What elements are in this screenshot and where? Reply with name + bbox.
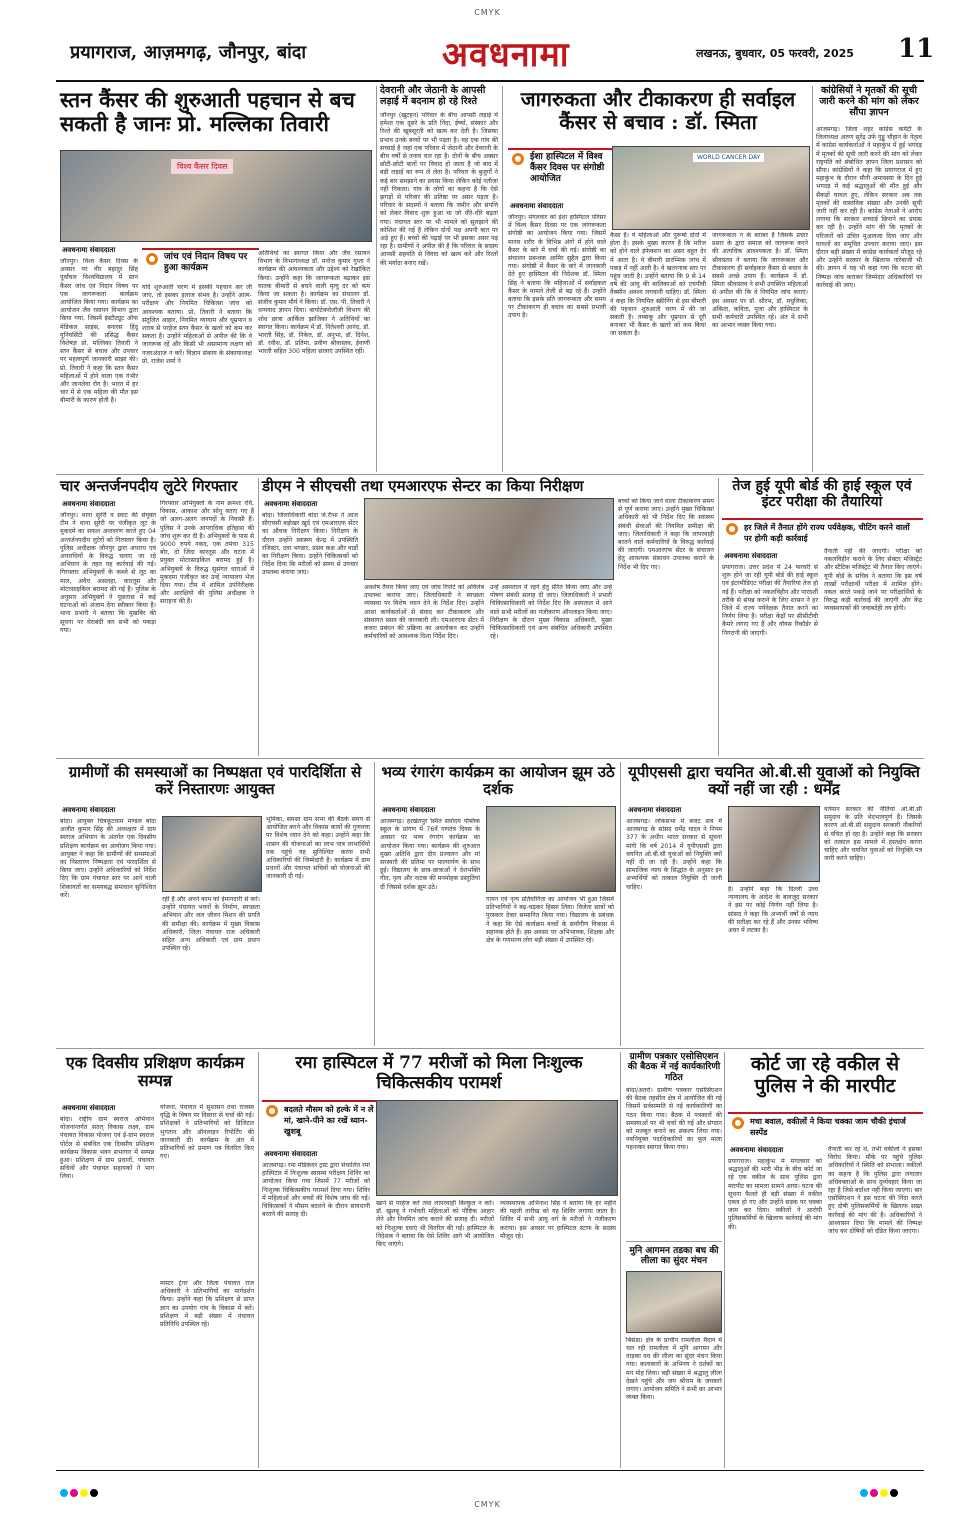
section-rule: [56, 758, 924, 759]
subhead-board-exam-text: हर जिले में तैनात होंगे राज्य पर्यवेक्षक, चीटिंग करने वालों पर होगी कड़ी कार्रवाई: [744, 522, 910, 543]
body-robbers-2: गिरफ्तार अभियुक्तों के नाम क्रमशः रवि, विकास, आकाश और सोनू बताए गए हैं जो अलग-अलग जनपदों के निवासी हैं। पुलिस ने उनके आपराधिक इतिहास की जांच शुरू कर दी है। अभियुक्तों के पास से 9000 रुपये नकद, एक तमंचा 315 बोर, दो जिंदा कारतूस और घटना में प्रयुक्त मोटरसाइकिल बरामद हुई है। अभियुक्तों के विरुद्ध सुसंगत धाराओं में मुकदमा पंजीकृत कर उन्हें न्यायालय भेज दिया गया। टीम में शामिल उपनिरीक्षक और आरक्षियों की पुलिस अधीक्षक ने सराहना की है।: [160, 500, 254, 606]
byline-breast-cancer: अवधनामा संवाददाता: [62, 246, 116, 254]
bullet-icon: [732, 1117, 744, 1129]
briefs-column: [626, 1052, 722, 1466]
body-dm-2: अवशेष तैयार किया जाए एवं जांच रिपोर्ट को अविलंब उपलब्ध कराया जाए। जिलाधिकारी ने स्वच्छता व्यवस्था पर विशेष ध्यान देने के निर्देश दिए। उन्होंने आशा कार्यकर्ताओं से संवाद कर टीकाकरण और संस्थागत प्रसव की जानकारी ली। एमआरएफ सेंटर में कचरा प्रबंधन की प्रक्रिया का अवलोकन कर उन्होंने कर्मचारियों को आवश्यक दिशा निर्देश दिए।: [364, 584, 484, 641]
bullet-icon: [726, 523, 738, 535]
byline-rama: अवधनामा संवाददाता: [264, 1150, 318, 1158]
photo-mp: [728, 806, 820, 882]
column-divider: [812, 86, 813, 472]
photo-hospital-banner: WORLD CANCER DAY: [693, 153, 764, 162]
photo-cultural: [486, 806, 616, 892]
yellow-swatch: [80, 1489, 88, 1497]
headline-breast-cancer: स्तन कैंसर की शुरुआती पहचान से बच सकती है जानः प्रो. मल्लिका तिवारी: [60, 87, 355, 137]
photo-hospital-seminar: [612, 146, 810, 230]
body-journalist: बांदा/अतर्रा। ग्रामीण पत्रकार एसोसिएशन की बैठक तहसील क्षेत्र में आयोजित की गई जिसमें सर्वसम्मति से नई कार्यकारिणी का गठन किया गया। बैठक में पत्रकारों की समस्याओं पर भी चर्चा की गई और संगठन को मजबूत बनाने का संकल्प लिया गया। नवनियुक्त पदाधिकारियों का फूल माला पहनाकर स्वागत किया गया।: [626, 1087, 722, 1152]
section-rule: [56, 474, 924, 475]
body-breast-cancer-2: यदि शुरुआती चरण में इसकी पहचान कर ली जाए, तो इसका इलाज संभव है। उन्होंने आत्म-परीक्षण और नियमित चिकित्सा जांच को आवश्यक बताया। प्रो. तिवारी ने बताया कि संतुलित आहार, नियमित व्यायाम और धूम्रपान व शराब से परहेज स्तन कैंसर के खतरे को कम कर सकता है। उन्होंने महिलाओं से अपील की कि वे जागरूक रहें और किसी भी असामान्य लक्षण को नजरअंदाज न करें। विज्ञान संकाय के संकायाध्यक्ष प्रो. राजेश शर्मा ने: [142, 284, 252, 365]
headline-devrani: देवरानी और जेठानी के आपसी लड़ाई में बदनाम हो रहे रिश्ते: [380, 85, 486, 107]
newspaper-logo: अवधनामा: [442, 35, 570, 75]
headline-congress: कांग्रेसियों ने मृतकों की सूची जारी करने की मांग को लेकर सौंपा ज्ञापन: [819, 85, 919, 118]
byline-obc: अवधनामा संवाददाता: [628, 806, 682, 814]
headline-board-exam: तेज हुई यूपी बोर्ड की हाई स्कूल एवं इंटर परीक्षा की तैयारियां: [732, 478, 912, 511]
headline-commissioner: ग्रामीणों की समस्याओं का निष्पक्षता एवं पारदिर्शिता से करें निस्तारणः आयुक्त: [68, 763, 362, 799]
color-bar-right: [860, 1482, 900, 1501]
headline-journalist: ग्रामीण पत्रकार एसोसिएशन की बैठक में नई कार्यकारिणी गठित: [627, 1052, 721, 1083]
body-training-1: बांदा। राष्ट्रीय ग्राम स्वराज अभियान योजनान्तर्गत सतत् विकास लक्ष्य, ग्राम पंचायत विकास योजना एवं ई-ग्राम स्वराज पोर्टल से संबंधित एक दिवसीय प्रशिक्षण कार्यक्रम विकास भवन सभागार में सम्पन्न हुआ। प्रशिक्षण में ग्राम प्रधानों, पंचायत सचिवों और पंचायत सहायकों ने भाग लिया।: [60, 1116, 154, 1181]
body-cervical-3: जागरूकता न के बराबर है जिसके प्रचार प्रसार के द्वारा समाज को जागरूक करने की अत्यधिक आवश्यकता है। डॉ. स्मिता श्रीवास्तव ने बताया कि जागरूकता और टीकाकरण ही सर्वाइकल कैंसर से बचाव के सबसे अच्छे उपाय हैं। कार्यक्रम में डॉ. स्मिता श्रीवास्तव ने सभी उपस्थित महिलाओं से अपील की कि वे नियमित जांच कराएं। इस अवसर पर डॉ. सौरभ, डॉ. मधुलिका, अंकिता, कविता, पूजा और हास्पिटल के सभी कर्मचारी उपस्थित रहे। अंत में सभी का आभार व्यक्त किया गया।: [712, 232, 808, 330]
masthead-rule: [56, 80, 924, 82]
byline-lawyers: अवधनामा संवाददाता: [730, 1146, 784, 1154]
body-breast-cancer-3: अतिथियों का स्वागत किया और जैव रसायन विभाग के विभागाध्यक्ष डॉ. मनोज कुमार गुप्ता ने कार्यक्रम की आवश्यकता और उद्देश्य को रेखांकित किया। उन्होंने कहा कि जागरूकता बढ़ाकर इस घातक बीमारी से बचने वाली मृत्यु दर को कम किया जा सकता है। कार्यक्रम का संचालन डॉ. संजीव कुमार मौर्य ने किया। डॉ. एस. पी. तिवारी ने धन्यवाद ज्ञापन दिया। बायोटेक्नोलॉजी विभाग की शोध छात्रा आर्किता झाजिका ने अतिथियों का स्वागत किया। कार्यक्रम में डॉ. नितेश्वरी आनंद, डॉ. भारती सिंह, डॉ. निकेत, डॉ. अनुभा, डॉ. दिनेश, डॉ. रवीश, डॉ. प्रतिमा, प्रवीण श्रीवास्तव, ईवाणी भारती सहित 300 महिला छात्राएं उपस्थित रहीं।: [258, 250, 370, 356]
brief-divider: [626, 1241, 722, 1242]
column-divider: [718, 478, 719, 756]
body-obc-2: है। उन्होंने कहा कि दिल्ली उच्च न्यायालय के आदेश के बावजूद सरकार ने इस पर कोई निर्णय नहीं लिया है। सांसद ने कहा कि अभ्यर्थी वर्षों से न्याय की प्रतीक्षा कर रहे हैं और उनका भविष्य अधर में लटका है।: [728, 886, 818, 935]
photo-commissioner: [162, 816, 262, 892]
headline-muni: मुनि आगमन तडका बध की लीला का सुंदर मंचन: [629, 1246, 719, 1267]
body-training-3: मास्टर ट्रेनर और जिला पंचायत राज अधिकारी ने प्रतिभागियों का मार्गदर्शन किया। उन्होंने कहा कि प्रशिक्षण से प्राप्त ज्ञान का उपयोग गांव के विकास में करें। प्रशिक्षण में बड़ी संख्या में पंचायत प्रतिनिधि उपस्थित रहे।: [160, 1280, 254, 1329]
cyan-swatch: [60, 1489, 68, 1497]
column-divider: [376, 86, 377, 472]
byline-board-exam: अवधनामा संवाददाता: [724, 552, 778, 560]
black-swatch: [90, 1489, 98, 1497]
headline-rama-hospital: रमा हास्पिटल में 77 मरीजों को मिला निःशुल्क चिकित्सकीय परामर्श: [295, 1053, 583, 1093]
body-lawyers-1: प्रयागराज। महाकुंभ में मंगलवार को श्रद्धालुओं की भारी भीड़ के बीच कोर्ट जा रहे एक वकील के साथ पुलिस द्वारा मारपीट का मामला सामने आया। घटना की सूचना फैलते ही बड़ी संख्या में वकील एकत्र हो गए और उन्होंने सड़क पर चक्का जाम कर दिया। वकीलों ने आरोपी पुलिसकर्मियों के खिलाफ कार्रवाई की मांग की।: [728, 1158, 822, 1231]
body-obc-3: वर्तमान सरकार की नीतियां ओ.बी.सी समुदाय के प्रति भेदभावपूर्ण हैं। जिसके कारण ओ.बी.सी समुदाय सरकारी नौकरियों से वंचित हो रहा है। उन्होंने कहा कि सरकार को तत्काल इस मामले में हस्तक्षेप करना चाहिए और चयनित युवाओं को नियुक्ति पत्र जारी करने चाहिए।: [824, 806, 922, 863]
byline-cervical: अवधनामा संवाददाता: [510, 202, 564, 210]
body-commissioner-3: रही है और अपने काम को ईमानदारी से करें। उन्होंने पंचायत भवनों के निर्माण, स्वच्छता अभियान और जल जीवन मिशन की प्रगति की समीक्षा की। कार्यक्रम में मुख्य विकास अधिकारी, जिला पंचायत राज अधिकारी सहित अन्य अधिकारी एवं ग्राम प्रधान उपस्थित रहे।: [162, 896, 260, 953]
headline-cultural: भव्य रंगारंग कार्यक्रम का आयोजन झूम उठे दर्शक: [381, 763, 615, 799]
photo-seminar-banner: विश्व कैंसर दिवस: [171, 159, 233, 174]
body-robbers-1: जौनपुर। थाना सुरेरी व स्वाट की संयुक्त टीम ने थाना सुरेरी पर पंजीकृत लूट के मुकदमे का सफल अनावरण करते हुए 04 अन्तर्जनपदीय लुटेरों को गिरफ्तार किया है। पुलिस अधीक्षक जौनपुर द्वारा अपराध एवं अपराधियों के विरुद्ध चलाए जा रहे अभियान के तहत यह कार्रवाई की गई। गिरफ्तार अभियुक्तों के कब्जे से लूट का माल, अवैध असलहा, कारतूस और मोटरसाइकिल बरामद की गई है। पुलिस के अनुसार अभियुक्तों ने पूछताछ में कई घटनाओं को अंजाम देना स्वीकार किया है। थाना प्रभारी ने बताया कि मुखबिर की सूचना पर घेराबंदी कर सभी को पकड़ा गया।: [60, 512, 156, 634]
print-mark: CMYK: [474, 8, 501, 17]
body-cervical-2: कैसा है। ये महिलाओं और पुरूषों दोनों में होता है। इसके मुख्य कारण हैं कि मरीज को होने वाले इंफेक्शन का असर बहुत देर में आता है। ये बीमारी प्रारम्भिक जांच में पकड़ में नहीं आती है। ये खतरनाक स्तर पर पहुंच जाती है। उन्होंने बताया कि 9 से 14 वर्ष की आयु की बालिकाओं को एचपीवी वैक्सीन अवश्य लगवानी चाहिए। डॉ. स्मिता ने कहा कि नियमित स्क्रीनिंग से इस बीमारी की पहचान शुरुआती चरण में की जा सकती है। तम्बाकू और धूम्रपान से दूरी बनाकर भी कैंसर के खतरे को कम किया जा सकता है।: [610, 232, 706, 338]
page-number: 11: [898, 34, 935, 64]
bullet-icon: [146, 253, 158, 265]
subhead-rama-hospital: [262, 1100, 383, 1139]
magenta-swatch: [70, 1489, 78, 1497]
byline-robbers: अवधनामा संवाददाता: [62, 500, 116, 508]
headline-robbers: चार अन्तर्जनपदीय लुटेरे गिरफ्तार: [60, 477, 238, 495]
body-breast-cancer-1: जौनपुर। विश्व कैंसर दिवस के अवसर पर वीर बहादुर सिंह पूर्वांचल विश्वविद्यालय में स्तन कैंसर जांच एवं निदान विषय पर एक जागरूकता कार्यक्रम आयोजित किया गया। कार्यक्रम का आयोजन जैव रसायन विभाग द्वारा किया गया, जिसमें इंस्टीट्यूट ऑफ मेडिकल साइंस, बनारस हिंदू यूनिवर्सिटी की प्रसिद्ध कैंसर विशेषज्ञ प्रो. मल्लिका तिवारी ने स्तन कैंसर से बचाव और उपचार पर महत्वपूर्ण जानकारी साझा की। प्रो. तिवारी ने कहा कि स्तन कैंसर महिलाओं में होने वाला एक गंभीर और जानलेवा रोग है। भारत में हर चार में से एक महिला की मौत इस बीमारी के कारण होती है।: [60, 258, 138, 405]
black-swatch: [890, 1489, 898, 1497]
headline-cervical: जागरुकता और टीकाकरण ही सर्वाइल कैंसर से बचाव : डॉ. स्मिता: [520, 87, 796, 134]
body-training-2: योजना, पंचायत में सुशासन तथा राजस्व वृद्धि के विषय पर विस्तार से चर्चा की गई। प्रशिक्षकों ने प्रतिभागियों को डिजिटल भुगतान और ऑनलाइन रिपोर्टिंग की जानकारी दी। कार्यक्रम के अंत में प्रतिभागियों को प्रमाण पत्र वितरित किए गए।: [160, 1104, 254, 1161]
body-rama-3: व्यवस्थापक अभिनाश सिंह ने बताया कि हर महीने की पहली तारीख को यह शिविर लगाया जाता है। शिविर में सभी आयु वर्ग के मरीजों ने पंजीकरण कराया। इस अवसर पर हास्पिटल स्टाफ के सदस्य मौजूद रहे।: [500, 1200, 616, 1240]
footer-rule: [56, 1470, 924, 1471]
subhead-cervical-text: ईशा हास्पिटल में विश्व कैंसर दिवस पर संगोष्ठी आयोजित: [530, 152, 605, 184]
body-congress: आजमगढ़। जिला शहर कांग्रेस कमेटी के जिलाध्यक्ष अरुण सुरेंद्र उर्फ गुड्डू चौहान के नेतृत्व में कांग्रेस कार्यकर्ताओं ने महाकुंभ में हुई भगदड़ में मृतकों की सूची जारी करने की मांग को लेकर राष्ट्रपति को संबोधित ज्ञापन जिला प्रशासन को सौंपा। कांग्रेसियों ने कहा कि प्रयागराज में हुए महाकुंभ के दौरान मौनी अमावस्या के दिन हुई भगदड़ में कई श्रद्धालुओं की मौत हुई और सैकड़ों घायल हुए, लेकिन सरकार अब तक मृतकों की वास्तविक संख्या और उनकी सूची जारी नहीं कर रही है। कांग्रेस नेताओं ने आरोप लगाया कि सरकार सच्चाई छिपाने का प्रयास कर रही है। उन्होंने मांग की कि मृतकों के परिजनों को उचित मुआवजा दिया जाए और घायलों का समुचित उपचार कराया जाए। इस दौरान बड़ी संख्या में कांग्रेस कार्यकर्ता मौजूद रहे और उन्होंने सरकार के खिलाफ नारेबाजी भी की। ज्ञापन में यह भी कहा गया कि घटना की निष्पक्ष जांच कराकर जिम्मेदार अधिकारियों पर कार्रवाई की जाए।: [816, 126, 922, 289]
print-mark-bottom: CMYK: [474, 1500, 501, 1509]
subhead-board-exam: [722, 518, 923, 546]
column-divider: [258, 1052, 259, 1468]
cyan-swatch: [860, 1489, 868, 1497]
subhead-rama-hospital-text: बदलते मौसम को हल्के में न लें मां, खाने-पीने का रखें ध्यान-खुशबू: [284, 1104, 374, 1136]
photo-dm-inspection: [364, 498, 614, 580]
color-bar-left: [60, 1482, 100, 1501]
body-obc-1: आजमगढ़। लोकसभा में बजट सत्र में आजमगढ़ के सांसद धर्मेंद्र यादव ने नियम 377 के अधीन भारत सरकार से सूचना मांगी कि वर्ष 2014 में यूपीएससी द्वारा चयनित ओ.बी.सी युवाओं को नियुक्ति क्यों नहीं दी जा रही है। उन्होंने कहा कि सामाजिक न्याय के सिद्धांत के अनुसार इन अभ्यर्थियों को तत्काल नियुक्ति दी जानी चाहिए।: [626, 818, 722, 891]
bullet-icon: [266, 1105, 278, 1117]
dateline: लखनऊ, बुधवार, 05 फरवरी, 2025: [696, 47, 854, 60]
body-board-exam-2: तैनाती नहीं की जाएगी। परीक्षा को नकलविहीन कराने के लिए सेक्टर मजिस्ट्रेट और स्टैटिक मजिस्ट्रेट भी तैनात किए जाएंगे। यूपी बोर्ड के सचिव ने बताया कि इस वर्ष लाखों परीक्षार्थी परीक्षा में शामिल होंगे। नकल करते पकड़े जाने पर परीक्षार्थियों के विरुद्ध कड़ी कार्रवाई की जाएगी और केंद्र व्यवस्थापकों की जवाबदेही तय होगी।: [824, 548, 922, 613]
body-lawyers-2: तैनाती कर रहे थे, तभी वकीलों ने इसका विरोध किया। मौके पर पहुंचे पुलिस अधिकारियों ने स्थिति को संभाला। वकीलों का कहना है कि पुलिस द्वारा लगातार अधिवक्ताओं के साथ दुर्व्यवहार किया जा रहा है जिसे बर्दाश्त नहीं किया जाएगा। बार एसोसिएशन ने इस घटना की निंदा करते हुए दोषी पुलिसकर्मियों के खिलाफ सख्त कार्रवाई की मांग की है। अधिकारियों ने आश्वासन दिया कि मामले की निष्पक्ष जांच कर दोषियों को दंडित किया जाएगा।: [828, 1146, 922, 1236]
headline-obc: यूपीएससी द्वारा चयनित ओ.बी.सी युवाओं को नियुक्ति क्यों नहीं जा रही : धर्मेंद्र: [628, 763, 920, 799]
column-divider: [374, 762, 375, 1046]
body-dm-1: बांदा। जिलाधिकारी बांदा जे.रीभा ने आज सीएचसी बड़ोखर खुर्द एवं एमआरएफ सेंटर का औचक निरीक्षण किया। निरीक्षण के दौरान उन्होंने स्वास्थ्य केन्द्र में उपस्थिति रजिस्टर, दवा भण्डार, प्रसव कक्ष और वार्डों का निरीक्षण किया। उन्होंने चिकित्सकों को निर्देश दिया कि मरीजों को समय से उपचार उपलब्ध कराया जाए।: [262, 512, 358, 577]
subhead-breast-cancer-text: जांच एवं निदान विषय पर हुआ कार्यक्रम: [164, 252, 248, 273]
bullet-icon: [512, 153, 524, 165]
body-board-exam-1: प्रयागराज। उत्तर प्रदेश में 24 फरवरी से शुरू होने जा रही यूपी बोर्ड की हाई स्कूल एवं इंटरमीडिएट परीक्षा की तैयारियां तेज हो गई हैं। परीक्षा को नकलविहीन और पारदर्शी तरीके से संपन्न कराने के लिए शासन ने हर जिले में राज्य पर्यवेक्षक तैनात करने का निर्णय लिया है। परीक्षा केंद्रों पर सीसीटीवी कैमरे लगाए गए हैं और वॉयस रिकॉर्डर से निगरानी की जाएगी।: [722, 564, 818, 637]
body-commissioner-2: भूमिका, समस्त ग्राम सभा की बैठकें समय से आयोजित करने और विकास कार्यों की गुणवत्ता पर विशेष ध्यान देने को कहा। उन्होंने कहा कि शासन की योजनाओं का लाभ पात्र लाभार्थियों तक पहुंचे यह सुनिश्चित करना सभी अधिकारियों की जिम्मेदारी है। कार्यक्रम में ग्राम प्रधानों और पंचायत सचिवों को योजनाओं की जानकारी दी गई।: [266, 816, 370, 881]
body-dm-3: उन्हें अस्पताल में रहने हेतु प्रेरित किया जाए और उन्हें पोषण संबंधी सलाह दी जाए। जिलाधिकारी ने प्रभारी चिकित्साधिकारी को निर्देश दिए कि अस्पताल में आने वाले सभी मरीजों का पंजीकरण ऑनलाइन किया जाए। निरीक्षण के दौरान मुख्य विकास अधिकारी, मुख्य चिकित्साधिकारी एवं अन्य संबंधित अधिकारी उपस्थित रहे।: [490, 584, 612, 641]
byline-cultural: अवधनामा संवाददाता: [382, 806, 436, 814]
subhead-lawyers-text: मचा बवाल, वकीलों ने किया चक्का जाम चौकी इंचार्ज सस्पेंड: [750, 1116, 906, 1137]
headline-training: एक दिवसीय प्रशिक्षण कार्यक्रम सम्पन्न: [65, 1053, 245, 1091]
body-cervical-1: जौनपुर। मंगलवार को ईशा हास्पिटल परिसर में विश्व कैंसर दिवस पर एक जागरूकता संगोष्ठी का आयोजन किया गया। जिसमें मानव शरीर के विभिन्न अंगों में होने वाले कैंसर के बारे में चर्चा की गई। संगोष्ठी का संचालन प्रबन्धक आमिर सुहैल द्वारा किया गया। संगोष्ठी में कैंसर के बारे में जानकारी देते हुए हास्पिटल की निदेशक डॉ. स्मिता सिंह ने बताया कि महिलाओं में सर्वाइकल कैंसर के मामले तेजी से बढ़ रहे हैं। उन्होंने बताया कि इसके प्रति जागरूकता और समय पर टीकाकरण ही बचाव का सबसे प्रभावी उपाय है।: [508, 214, 606, 320]
yellow-swatch: [880, 1489, 888, 1497]
body-cultural-1: आजमगढ़। हरखेतपुर स्थित सर्वोदय पब्लिक स्कूल के प्रांगण में 76वें गणतंत्र दिवस के अवसर पर भव्य रंगारंग कार्यक्रम का आयोजन किया गया। कार्यक्रम की शुरुआत मुख्य अतिथि द्वारा दीप प्रज्वलन और मां सरस्वती की प्रतिमा पर माल्यार्पण के साथ हुई। विद्यालय के छात्र-छात्राओं ने देशभक्ति गीत, नृत्य और नाटक की मनमोहक प्रस्तुतियां दीं जिससे दर्शक झूम उठे।: [380, 818, 480, 891]
subhead-breast-cancer: [142, 248, 259, 276]
subhead-cervical: [508, 148, 625, 187]
body-commissioner-1: बांदा। आयुक्त चित्रकूटधाम मण्डल बांदा अजीत कुमार सिंह की अध्यक्षता में ग्राम स्वराज अभियान के अंतर्गत एक दिवसीय प्रशिक्षण कार्यक्रम का आयोजन किया गया। आयुक्त ने कहा कि ग्रामीणों की समस्याओं का निस्तारण निष्पक्षता एवं पारदर्शिता से किया जाए। उन्होंने अधिकारियों को निर्देश दिए कि ग्राम पंचायत स्तर पर आने वाली शिकायतों का समयबद्ध समाधान सुनिश्चित करें।: [60, 818, 156, 899]
column-divider: [724, 1052, 725, 1468]
column-divider: [620, 1052, 621, 1468]
column-divider: [620, 762, 621, 1046]
section-rule: [56, 1048, 924, 1049]
photo-ramlila: [626, 1271, 722, 1333]
magenta-swatch: [870, 1489, 878, 1497]
body-muni: बिसंडा। क्षेत्र के प्राचीन रामलीला मैदान में चल रही रामलीला में मुनि आगमन और ताड़का वध की लीला का सुंदर मंचन किया गया। कलाकारों के अभिनय ने दर्शकों का मन मोह लिया। बड़ी संख्या में श्रद्धालु लीला देखने पहुंचे और जय श्रीराम के जयकारे लगाए। आयोजन समिति ने सभी का आभार व्यक्त किया।: [626, 1336, 722, 1402]
headline-dm-inspection: डीएम ने सीएचसी तथा एमआरएफ सेन्टर का किया निरीक्षण: [262, 477, 584, 495]
subhead-lawyers: [728, 1112, 923, 1140]
column-divider: [258, 478, 259, 756]
body-devrani: जौनपुर (खुटहन) परिवार के बीच आपसी लड़ाई में हमेशा एक दूसरे के प्रति निंदा, ईर्ष्या, संस्कार और रिश्ते की खूबसूरती को खत्म कर देती है। जिसका प्रभाव उनके बच्चों पर भी पड़ता है। यह एक गांव की सच्चाई है जहां एक परिवार में जेठानी और देवरानी के बीच वर्षों से तनाव चल रहा है। दोनों के बीच अक्सर छोटी-छोटी बातों पर विवाद हो जाता है जो बाद में बड़ी लड़ाई का रूप ले लेता है। परिवार के बुजुर्गों ने कई बार समझाने का प्रयास किया लेकिन कोई नतीजा नहीं निकला। गांव के लोगों का कहना है कि ऐसे झगड़ों से परिवार की प्रतिष्ठा पर असर पड़ता है। परिवार के सदस्यों ने बताया कि जमीन और संपत्ति को लेकर विवाद शुरू हुआ था जो धीरे-धीरे बढ़ता गया। पंचायत स्तर पर भी मामले को सुलझाने की कोशिश की गई है लेकिन दोनों पक्ष अपनी बात पर अड़े हुए हैं। बच्चों की पढ़ाई पर भी इसका असर पड़ रहा है। ग्रामीणों ने अपील की है कि परिवार के सदस्य आपसी सहमति से विवाद को खत्म करें और रिश्तों की मर्यादा बनाए रखें।: [380, 112, 498, 267]
body-rama-2: खाने से परहेज करें तथा लापरवाही बिल्कुल न करें। डॉ. खुशबू ने गर्भवती महिलाओं को पौष्टिक आहार लेने और नियमित जांच कराने की सलाह दी। मरीजों को निःशुल्क दवाएं भी वितरित की गईं। हास्पिटल के निदेशक ने बताया कि ऐसे शिविर आगे भी आयोजित किए जाएंगे।: [376, 1200, 494, 1249]
headline-lawyers: कोर्ट जा रहे वकील से पुलिस ने की मारपीट: [750, 1053, 900, 1097]
masthead: [56, 34, 935, 78]
body-cultural-2: गायन एवं नृत्य प्रतियोगिता का आयोजन भी हुआ जिसमें प्रतिभागियों ने बढ़-चढ़कर हिस्सा लिया। विजेता छात्रों को पुरस्कार देकर सम्मानित किया गया। विद्यालय के प्रबंधक ने कहा कि ऐसे कार्यक्रम बच्चों के सर्वांगीण विकास में सहायक होते हैं। इस अवसर पर अभिभावक, शिक्षक और क्षेत्र के गणमान्य लोग बड़ी संख्या में उपस्थित रहे।: [486, 896, 614, 945]
photo-rama-hospital: [376, 1100, 618, 1196]
column-divider: [502, 86, 503, 472]
photo-seminar: [60, 150, 372, 242]
byline-dm: अवधनामा संवाददाता: [264, 500, 318, 508]
byline-training: अवधनामा संवाददाता: [62, 1104, 116, 1112]
body-dm-4: बच्चों को किया जाने वाला टीकाकरण समय से पूर्ण कराया जाए। उन्होंने मुख्य चिकित्सा अधिकारी को भी निर्देश दिए कि स्वास्थ्य संबंधी सेवाओं की नियमित समीक्षा की जाए। जिलाधिकारी ने कहा कि लापरवाही बरतने वाले कर्मचारियों के विरुद्ध कार्रवाई की जाएगी। एमआरएफ सेंटर के संचालन हेतु आवश्यक संसाधन उपलब्ध कराने के निर्देश भी दिए गए।: [618, 498, 714, 571]
byline-commissioner: अवधनामा संवाददाता: [62, 806, 116, 814]
masthead-cities: प्रयागराज, आज़मगढ़, जौनपुर, बांदा: [70, 42, 306, 63]
body-rama-1: आजमगढ़। रमा मेडिकेयर ट्रस्ट द्वारा संचालित रमा हास्पिटल में निःशुल्क स्वास्थ्य परीक्षण शिविर का आयोजन किया गया जिसमें 77 मरीजों को निःशुल्क चिकित्सकीय परामर्श दिया गया। शिविर में महिलाओं और बच्चों की विशेष जांच की गई। चिकित्सकों ने मौसम बदलने के दौरान सावधानी बरतने की सलाह दी।: [262, 1162, 370, 1219]
